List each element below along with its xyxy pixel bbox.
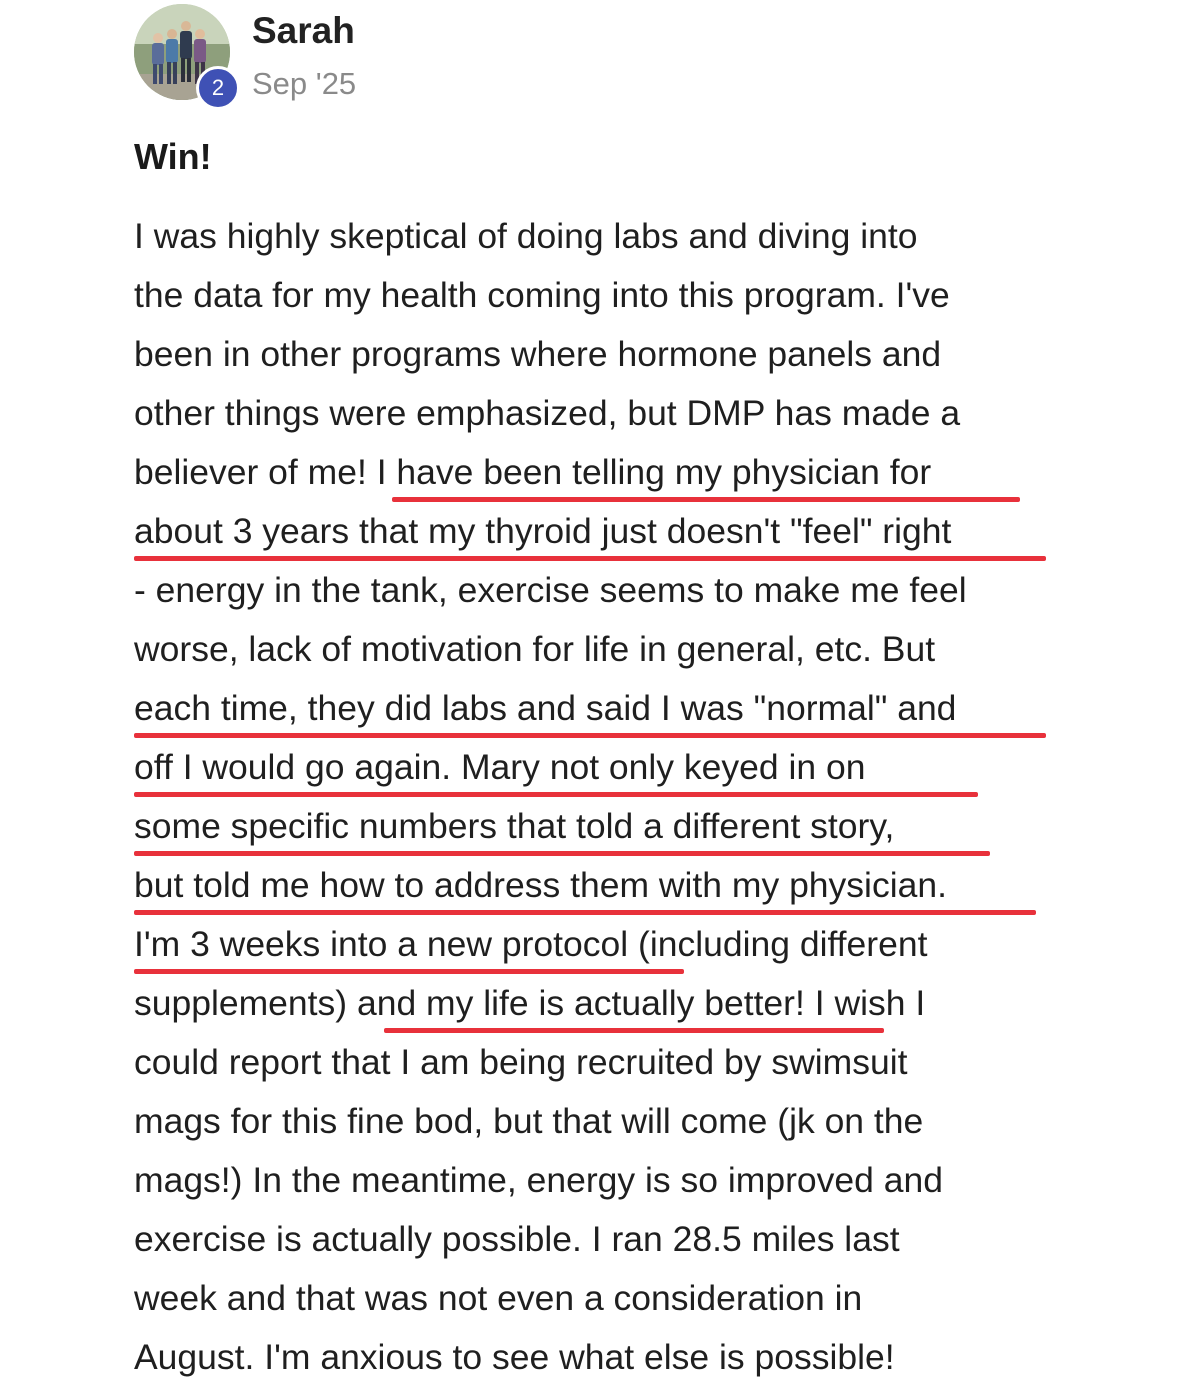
body-line-text: worse, lack of motivation for life in general, etc. But: [134, 629, 936, 669]
body-line: [134, 682, 1154, 741]
highlight-underline: [392, 497, 1020, 502]
body-line-text: the data for my health coming into this program. I've: [134, 275, 950, 315]
body-line-text: each time, they did labs and said I was "normal" and: [134, 688, 957, 728]
body-line: [134, 859, 1154, 918]
highlight-underline: [134, 851, 990, 856]
body-line-text: other things were emphasized, but DMP has made a: [134, 393, 961, 433]
body-line: [134, 446, 1154, 505]
body-line: [134, 1154, 1154, 1213]
body-line: [134, 977, 1154, 1036]
trust-level-badge: 2: [196, 66, 240, 110]
body-line-text: but told me how to address them with my physician.: [134, 865, 947, 905]
highlight-underline: [134, 969, 684, 974]
post-title: Win!: [134, 136, 212, 177]
body-line: [134, 564, 1154, 623]
author-name[interactable]: Sarah: [252, 10, 355, 51]
body-line: [134, 918, 1154, 977]
body-line-text: been in other programs where hormone panels and: [134, 334, 942, 374]
body-line-text: exercise is actually possible. I ran 28.5 miles last: [134, 1219, 900, 1259]
highlight-underline: [134, 733, 1046, 738]
body-line-text: about 3 years that my thyroid just doesn't "feel" right: [134, 511, 952, 551]
body-line: [134, 1331, 1154, 1390]
highlight-underline: [134, 910, 1036, 915]
body-line: [134, 269, 1154, 328]
body-line: [134, 1095, 1154, 1154]
body-line-text: supplements) and my life is actually better! I wish I: [134, 983, 926, 1023]
body-line: [134, 1036, 1154, 1095]
body-line-text: mags!) In the meantime, energy is so improved and: [134, 1160, 943, 1200]
body-line-text: I'm 3 weeks into a new protocol (including different: [134, 924, 928, 964]
body-line: [134, 800, 1154, 859]
body-line-text: August. I'm anxious to see what else is possible!: [134, 1337, 895, 1377]
body-line-text: week and that was not even a consideration in: [134, 1278, 863, 1318]
body-line-text: some specific numbers that told a different story,: [134, 806, 895, 846]
body-line: [134, 505, 1154, 564]
body-line: [134, 328, 1154, 387]
body-line: [134, 623, 1154, 682]
avatar[interactable]: [134, 4, 234, 104]
body-line: [134, 1272, 1154, 1331]
body-line: [134, 210, 1154, 269]
body-line-text: - energy in the tank, exercise seems to make me feel: [134, 570, 967, 610]
body-line-text: believer of me! I have been telling my physician for: [134, 452, 932, 492]
body-line-text: I was highly skeptical of doing labs and diving into: [134, 216, 918, 256]
body-line: [134, 387, 1154, 446]
post-date[interactable]: Sep '25: [252, 66, 357, 101]
post-body: [134, 210, 1154, 1390]
body-line-text: mags for this fine bod, but that will come (jk on the: [134, 1101, 924, 1141]
highlight-underline: [134, 792, 978, 797]
highlight-underline: [134, 556, 1046, 561]
highlight-underline: [384, 1028, 884, 1033]
body-line-text: off I would go again. Mary not only keyed in on: [134, 747, 866, 787]
body-line: [134, 1213, 1154, 1272]
body-line: [134, 741, 1154, 800]
body-line-text: could report that I am being recruited by swimsuit: [134, 1042, 908, 1082]
